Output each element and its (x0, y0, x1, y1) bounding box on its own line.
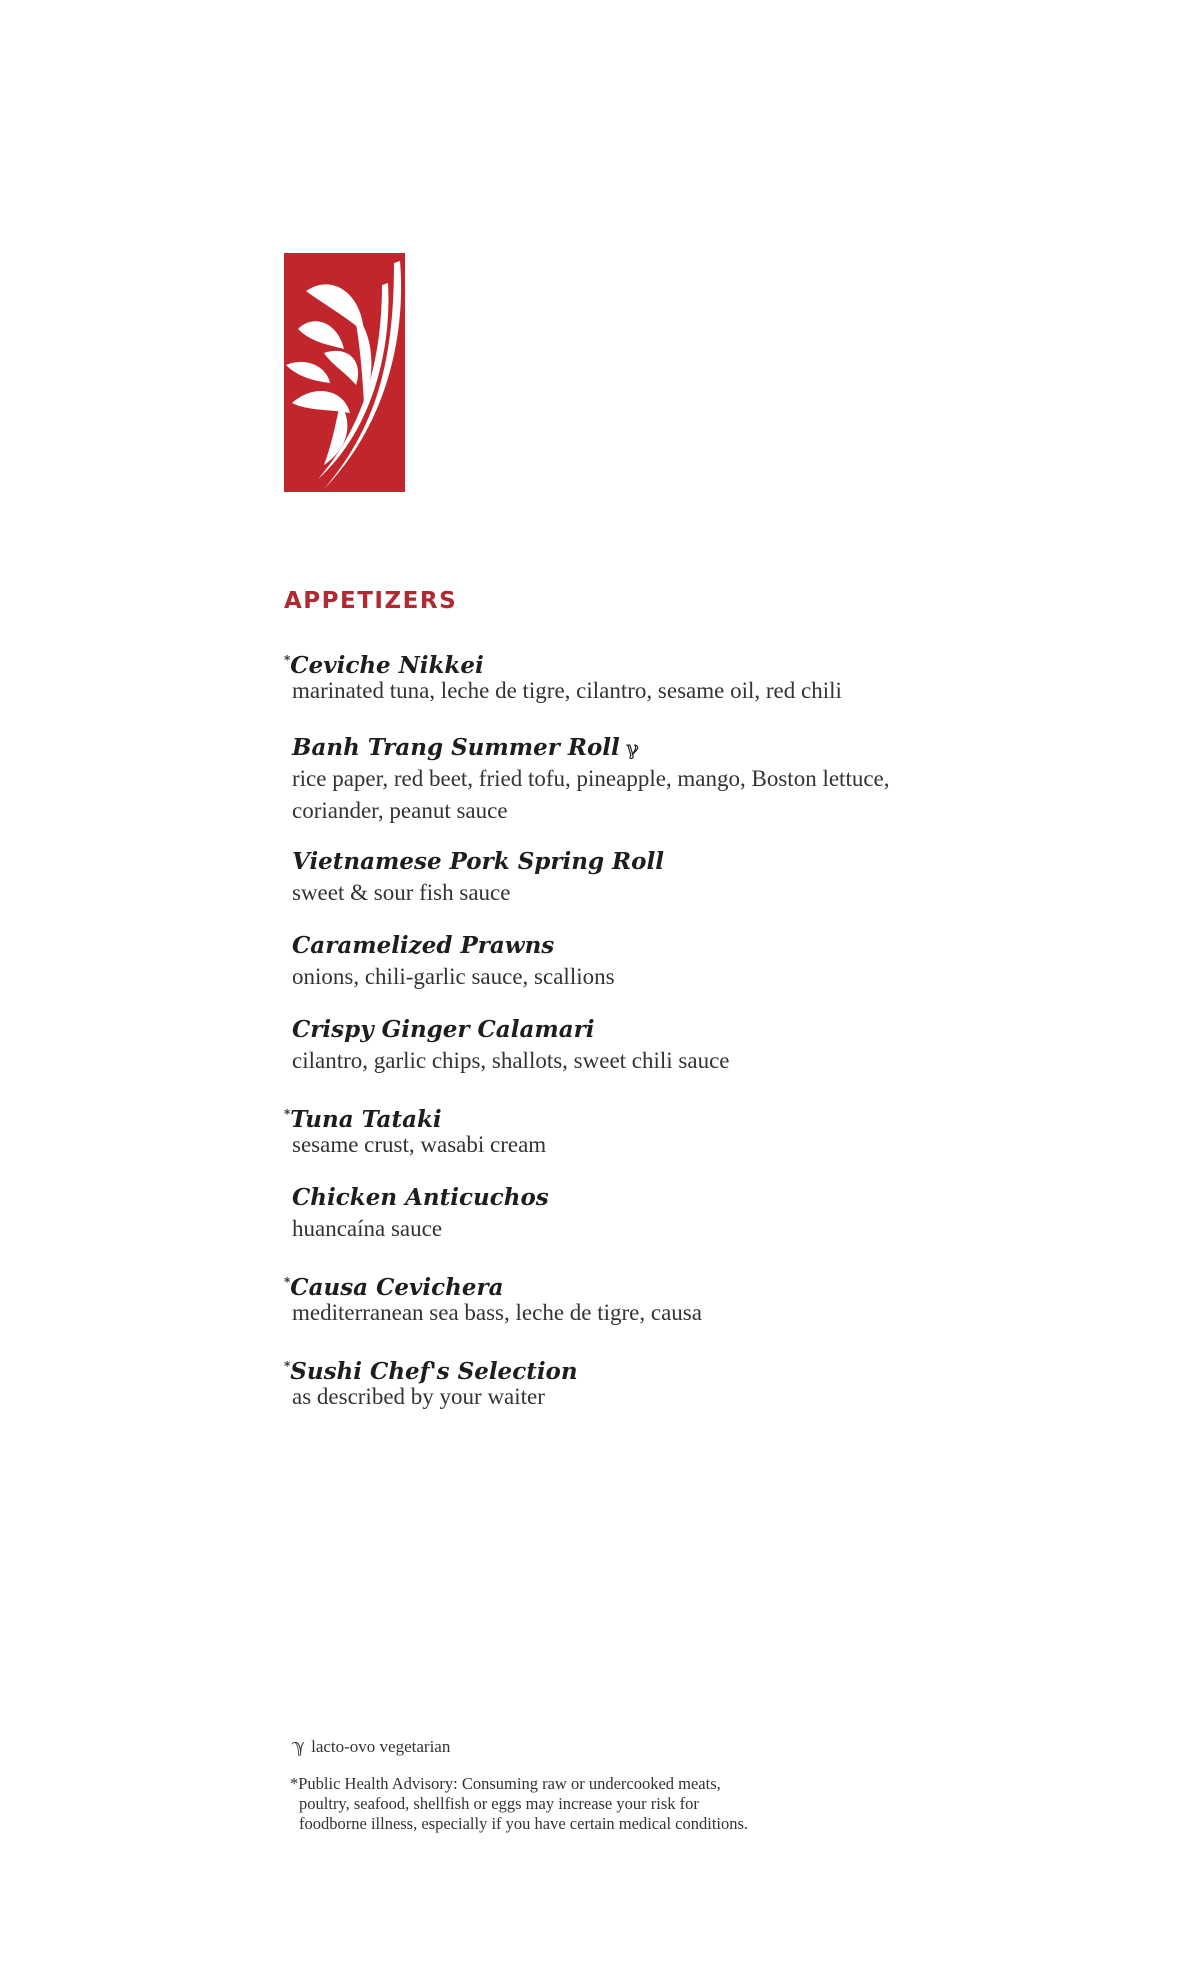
menu-item (284, 1099, 1004, 1161)
menu-item-name: Chicken Anticuchos (292, 1184, 549, 1211)
menu-item-name-row (284, 1099, 1004, 1133)
menu-item-description: cilantro, garlic chips, shallots, sweet chili sauce (292, 1048, 730, 1073)
menu-item-description: coriander, peanut sauce (292, 798, 508, 823)
raw-advisory-mark: * (284, 653, 291, 667)
legend-text: lacto-ovo vegetarian (311, 1737, 451, 1756)
menu-item (284, 733, 1004, 827)
raw-advisory-mark: * (284, 1107, 291, 1121)
raw-advisory-mark: * (284, 1275, 291, 1289)
menu-item-description: onions, chili-garlic sauce, scallions (292, 964, 615, 989)
menu-items-list (284, 645, 1004, 1435)
menu-item (284, 1183, 1004, 1245)
menu-item-name: Sushi Chef's Selection (290, 1358, 578, 1385)
legend (292, 1736, 450, 1757)
menu-item-name: Banh Trang Summer Roll (292, 734, 620, 761)
section-title: APPETIZERS (284, 588, 458, 614)
menu-item-description: mediterranean sea bass, leche de tigre, causa (292, 1300, 702, 1325)
raw-advisory-mark: * (284, 1359, 291, 1373)
menu-item (284, 1267, 1004, 1329)
advisory-line: foodborne illness, especially if you have certain medical conditions. (299, 1814, 749, 1833)
menu-item-description: sesame crust, wasabi cream (292, 1132, 547, 1157)
menu-item-name-row (284, 1015, 1004, 1045)
vegetarian-icon: ℽ (292, 1736, 306, 1756)
menu-item-name: Vietnamese Pork Spring Roll (292, 848, 664, 875)
advisory-line: *Public Health Advisory: Consuming raw or undercooked meats, (290, 1774, 721, 1793)
menu-item-name-row (284, 733, 1004, 763)
menu-item-description: marinated tuna, leche de tigre, cilantro, sesame oil, red chili (292, 678, 842, 703)
menu-item-name-row (284, 645, 1004, 679)
menu-item (284, 1015, 1004, 1077)
menu-item-name: Caramelized Prawns (292, 932, 555, 959)
menu-item-description: rice paper, red beet, fried tofu, pineapple, mango, Boston lettuce, (292, 766, 890, 791)
menu-item-name-row (284, 931, 1004, 961)
menu-item-name-row (284, 847, 1004, 877)
menu-item (284, 1351, 1004, 1413)
vegetarian-icon: ℽ (625, 736, 639, 760)
advisory-line: poultry, seafood, shellfish or eggs may increase your risk for (299, 1794, 699, 1813)
menu-item-description: as described by your waiter (292, 1384, 545, 1409)
menu-item-name: Ceviche Nikkei (290, 652, 484, 679)
menu-item (284, 645, 1004, 707)
menu-item (284, 931, 1004, 993)
orchid-flower-icon (284, 253, 405, 492)
menu-item-name: Crispy Ginger Calamari (292, 1016, 595, 1043)
menu-item-name-row (284, 1267, 1004, 1301)
health-advisory (290, 1774, 850, 1834)
menu-item-name: Causa Cevichera (290, 1274, 504, 1301)
menu-item-description: huancaína sauce (292, 1216, 443, 1241)
menu-item-name-row (284, 1351, 1004, 1385)
menu-item-description: sweet & sour fish sauce (292, 880, 511, 905)
menu-item-name: Tuna Tataki (290, 1106, 442, 1133)
restaurant-logo (284, 253, 405, 492)
menu-item (284, 847, 1004, 909)
menu-item-name-row (284, 1183, 1004, 1213)
